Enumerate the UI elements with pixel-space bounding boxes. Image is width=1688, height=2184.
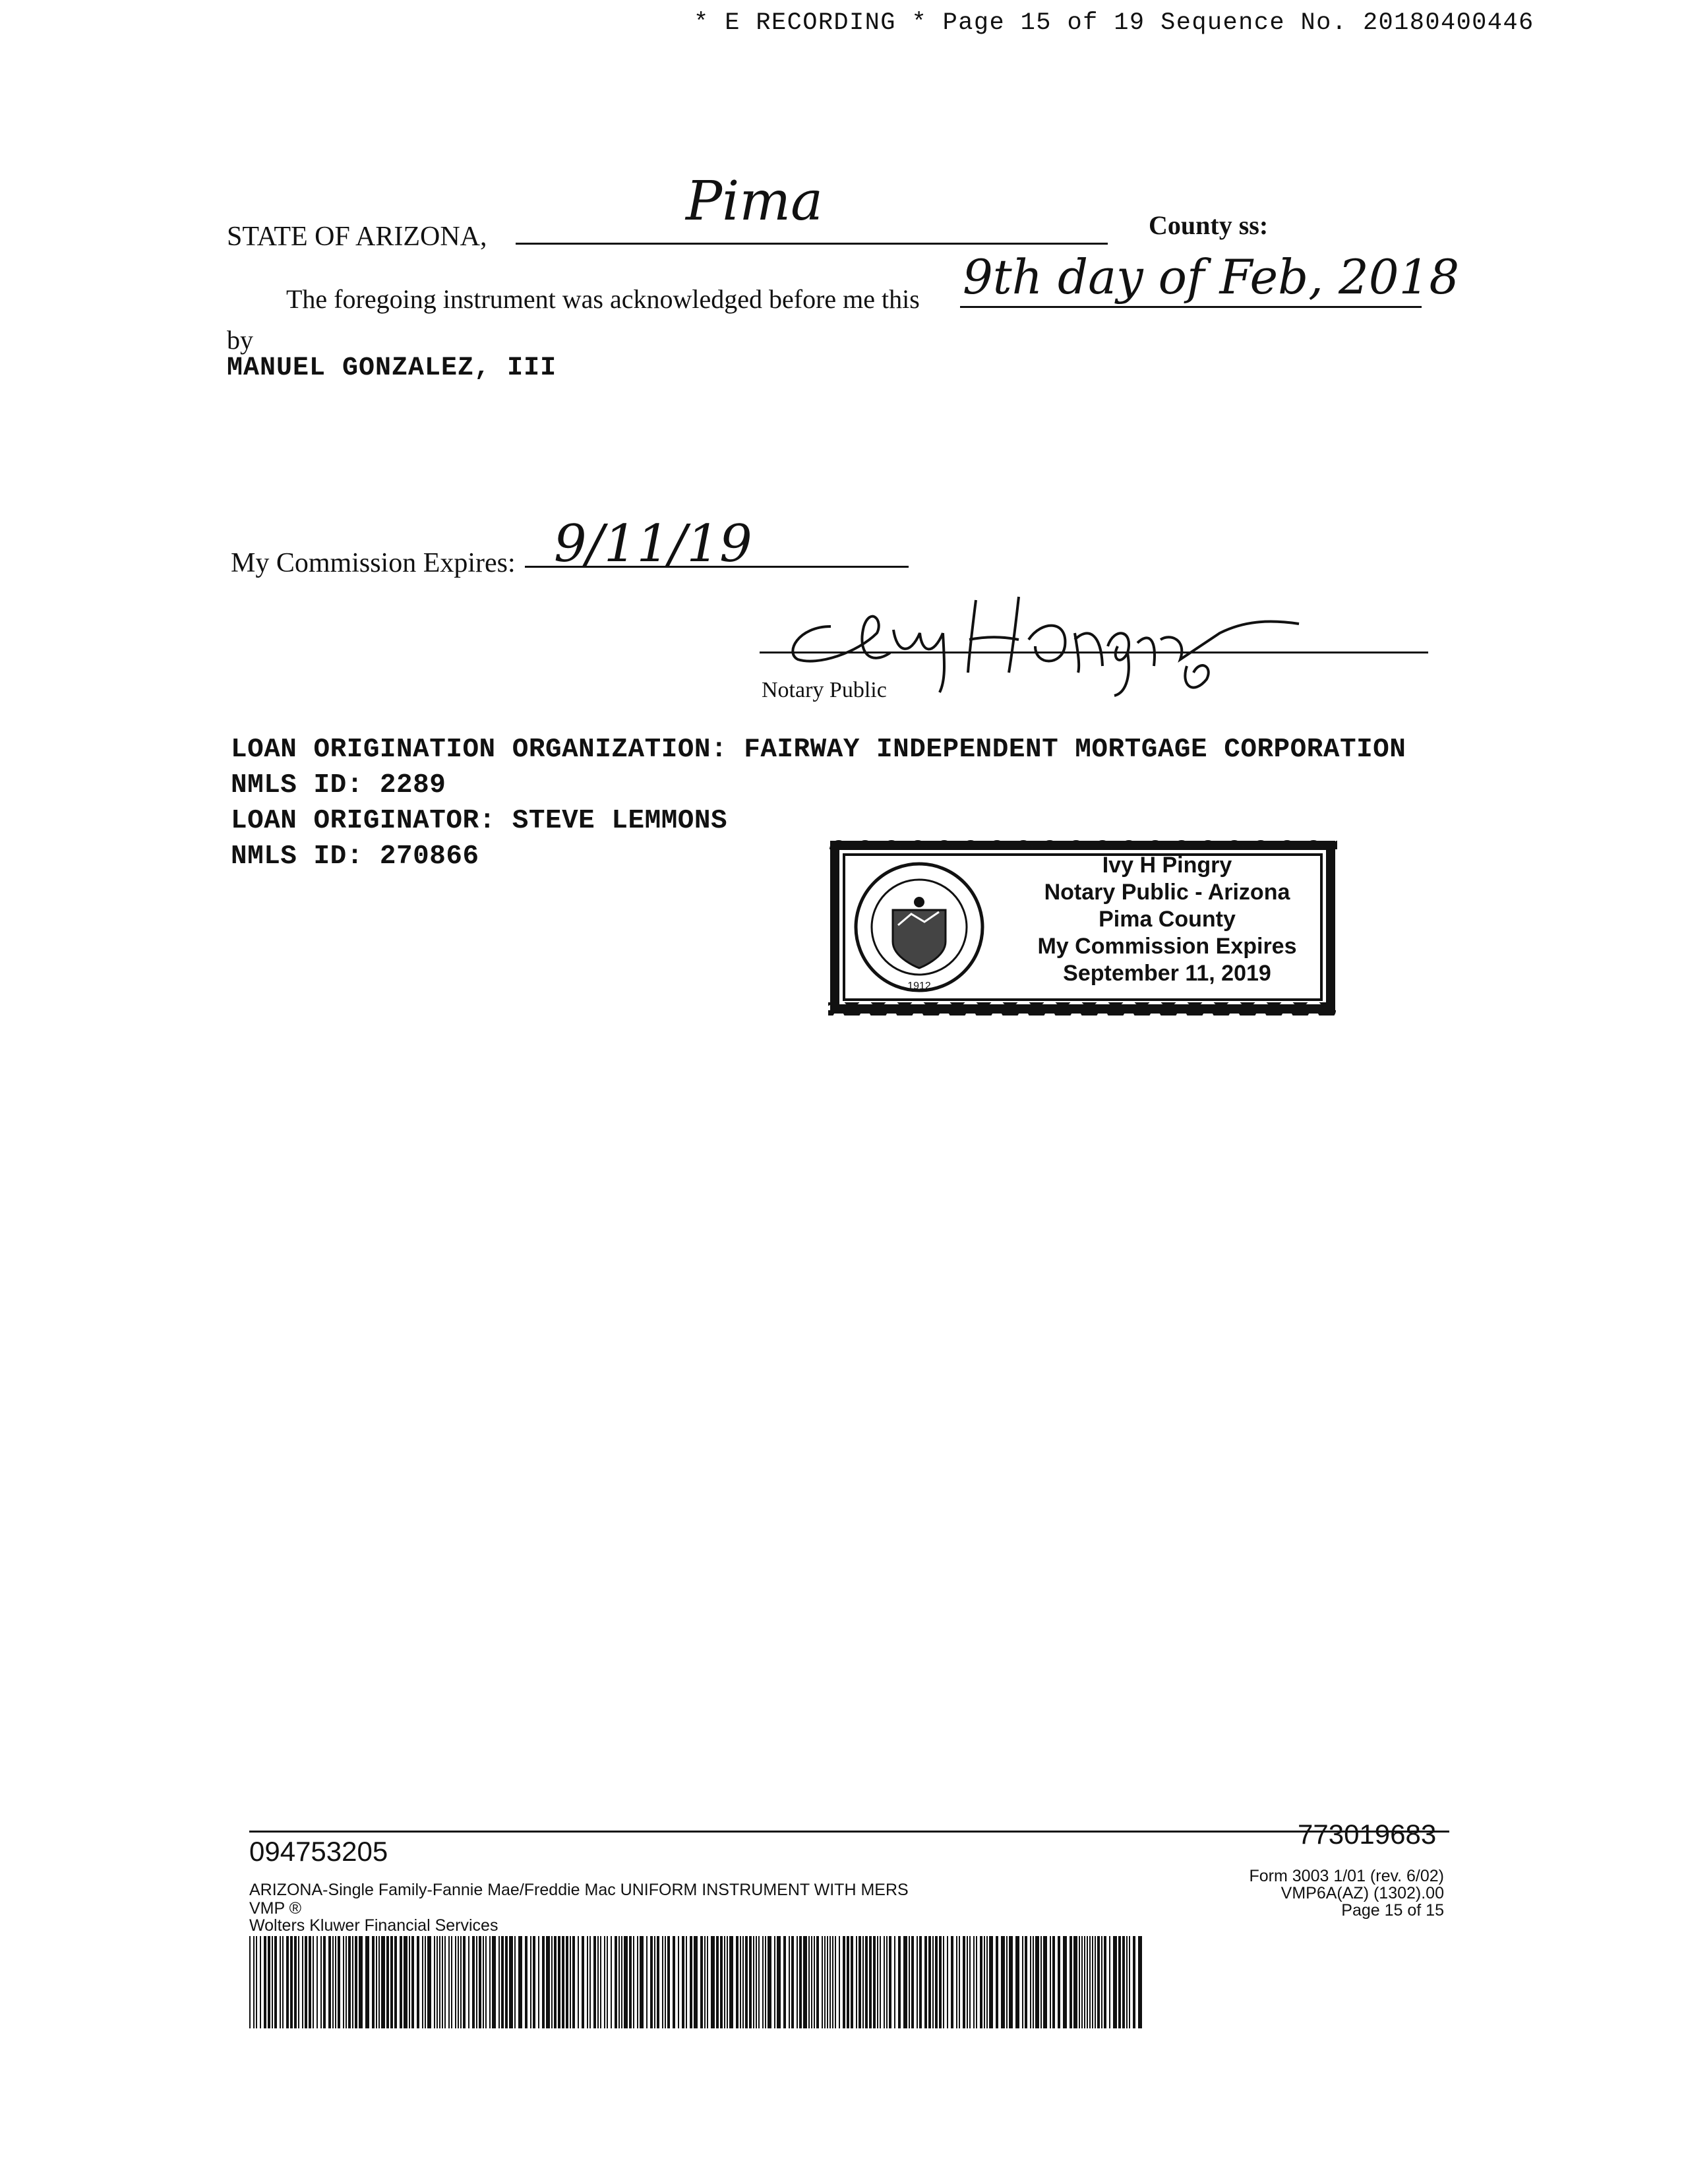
- barcode-bar: [509, 1936, 513, 2028]
- barcode-bar: [777, 1936, 781, 2028]
- barcode-bar: [898, 1936, 901, 2028]
- barcode-bar: [417, 1936, 419, 2028]
- barcode-bar: [678, 1936, 679, 2028]
- barcode-bar: [673, 1936, 675, 2028]
- barcode-bar: [1030, 1936, 1031, 2028]
- form-info: [1180, 1867, 1444, 1919]
- barcode-bar: [282, 1936, 284, 2028]
- barcode-bar: [309, 1936, 311, 2028]
- barcode-bar: [1101, 1936, 1102, 2028]
- barcode-bar: [665, 1936, 666, 2028]
- barcode-bar: [808, 1936, 810, 2028]
- barcode-bar: [400, 1936, 402, 2028]
- barcode-bar: [1109, 1936, 1110, 2028]
- barcode-bar: [485, 1936, 487, 2028]
- barcode-bar: [1033, 1936, 1034, 2028]
- barcode-bar: [924, 1936, 927, 2028]
- barcode-bar: [530, 1936, 531, 2028]
- barcode-bar: [765, 1936, 766, 2028]
- county-blank-line: [516, 243, 1108, 245]
- barcode-bar: [951, 1936, 953, 2028]
- barcode-bar: [316, 1936, 318, 2028]
- barcode-bar: [745, 1936, 748, 2028]
- barcode-bar: [686, 1936, 687, 2028]
- barcode: [249, 1936, 1146, 2028]
- barcode-bar: [704, 1936, 706, 2028]
- barcode-bar: [707, 1936, 708, 2028]
- barcode-bar: [633, 1936, 634, 2028]
- recording-header: * E RECORDING * Page 15 of 19 Sequence No. 20180400446: [694, 9, 1534, 37]
- barcode-bar: [338, 1936, 340, 2028]
- barcode-bar: [774, 1936, 775, 2028]
- barcode-bar: [1022, 1936, 1023, 2028]
- barcode-bar: [566, 1936, 568, 2028]
- barcode-bar: [489, 1936, 491, 2028]
- barcode-bar: [762, 1936, 764, 2028]
- barcode-bar: [869, 1936, 872, 2028]
- barcode-bar: [768, 1936, 771, 2028]
- form-page: Page 15 of 15: [1341, 1901, 1444, 1920]
- barcode-bar: [346, 1936, 347, 2028]
- barcode-bar: [572, 1936, 575, 2028]
- barcode-bar: [1006, 1936, 1008, 2028]
- barcode-bar: [729, 1936, 733, 2028]
- barcode-bar: [1122, 1936, 1125, 2028]
- barcode-bar: [657, 1936, 659, 2028]
- barcode-bar: [294, 1936, 297, 2028]
- borrower-name: MANUEL GONZALEZ, III: [227, 353, 557, 383]
- barcode-bar: [624, 1936, 628, 2028]
- barcode-bar: [967, 1936, 968, 2028]
- barcode-bar: [716, 1936, 719, 2028]
- barcode-bar: [1035, 1936, 1039, 2028]
- barcode-bar: [1058, 1936, 1060, 2028]
- barcode-bar: [253, 1936, 255, 2028]
- barcode-bar: [458, 1936, 459, 2028]
- barcode-bar: [1063, 1936, 1067, 2028]
- barcode-bar: [305, 1936, 307, 2028]
- commission-date-handwritten: 9/11/19: [554, 514, 752, 574]
- barcode-bar: [797, 1936, 798, 2028]
- stamp-commission-date: September 11, 2019: [1063, 961, 1271, 986]
- barcode-bar: [1129, 1936, 1130, 2028]
- barcode-bar: [894, 1936, 895, 2028]
- barcode-bar: [551, 1936, 553, 2028]
- notary-public-label: Notary Public: [762, 678, 887, 702]
- barcode-bar: [264, 1936, 266, 2028]
- barcode-bar: [1052, 1936, 1055, 2028]
- barcode-bar: [437, 1936, 438, 2028]
- barcode-bar: [986, 1936, 988, 2028]
- barcode-bar: [260, 1936, 261, 2028]
- barcode-bar: [943, 1936, 944, 2028]
- barcode-bar: [570, 1936, 571, 2028]
- barcode-bar: [455, 1936, 456, 2028]
- organization-nmls-id: NMLS ID: 2289: [231, 770, 446, 801]
- barcode-bar: [476, 1936, 477, 2028]
- barcode-bar: [320, 1936, 322, 2028]
- barcode-bar: [604, 1936, 605, 2028]
- barcode-bar: [578, 1936, 579, 2028]
- barcode-bar: [597, 1936, 599, 2028]
- barcode-bar: [859, 1936, 861, 2028]
- barcode-bar: [791, 1936, 794, 2028]
- barcode-bar: [378, 1936, 380, 2028]
- barcode-bar: [753, 1936, 754, 2028]
- barcode-bar: [558, 1936, 560, 2028]
- barcode-bar: [917, 1936, 918, 2028]
- barcode-bar: [756, 1936, 757, 2028]
- barcode-bar: [483, 1936, 484, 2028]
- by-label: by: [227, 325, 253, 355]
- barcode-bar: [381, 1936, 385, 2028]
- barcode-bar: [587, 1936, 588, 2028]
- barcode-bar: [621, 1936, 622, 2028]
- barcode-bar: [980, 1936, 982, 2028]
- barcode-bar: [607, 1936, 608, 2028]
- svg-text:1912: 1912: [907, 981, 931, 992]
- barcode-bar: [386, 1936, 389, 2028]
- barcode-bar: [851, 1936, 853, 2028]
- barcode-bar: [847, 1936, 849, 2028]
- barcode-bar: [939, 1936, 942, 2028]
- barcode-bar: [448, 1936, 450, 2028]
- barcode-bar: [352, 1936, 353, 2028]
- barcode-bar: [824, 1936, 826, 2028]
- barcode-bar: [640, 1936, 644, 2028]
- barcode-bar: [865, 1936, 868, 2028]
- barcode-bar: [298, 1936, 299, 2028]
- barcode-bar: [984, 1936, 985, 2028]
- barcode-bar: [903, 1936, 907, 2028]
- stamp-county: Pima County: [1099, 907, 1236, 932]
- barcode-bar: [514, 1936, 516, 2028]
- barcode-bar: [839, 1936, 840, 2028]
- barcode-bar: [434, 1936, 435, 2028]
- barcode-bar: [274, 1936, 277, 2028]
- barcode-bar: [829, 1936, 831, 2028]
- stamp-notary-name: Ivy H Pingry: [1102, 853, 1232, 878]
- barcode-bar: [460, 1936, 462, 2028]
- barcode-bar: [742, 1936, 744, 2028]
- barcode-bar: [650, 1936, 653, 2028]
- barcode-bar: [538, 1936, 539, 2028]
- barcode-bar: [884, 1936, 885, 2028]
- barcode-bar: [427, 1936, 431, 2028]
- county-label: County ss:: [1149, 210, 1269, 240]
- barcode-bar: [909, 1936, 910, 2028]
- barcode-bar: [1043, 1936, 1047, 2028]
- barcode-bar: [1084, 1936, 1085, 2028]
- barcode-bar: [682, 1936, 684, 2028]
- barcode-bar: [1095, 1936, 1096, 2028]
- barcode-bar: [873, 1936, 876, 2028]
- barcode-bar: [1126, 1936, 1128, 2028]
- barcode-bar: [711, 1936, 715, 2028]
- stamp-commission-label: My Commission Expires: [1037, 934, 1297, 959]
- vmp-label: VMP ®: [249, 1899, 302, 1918]
- barcode-bar: [969, 1936, 971, 2028]
- barcode-bar: [501, 1936, 504, 2028]
- barcode-bar: [667, 1936, 670, 2028]
- barcode-bar: [799, 1936, 802, 2028]
- barcode-bar: [996, 1936, 998, 2028]
- barcode-bar: [256, 1936, 257, 2028]
- barcode-bar: [843, 1936, 845, 2028]
- barcode-bar: [589, 1936, 591, 2028]
- barcode-bar: [618, 1936, 620, 2028]
- barcode-bar: [323, 1936, 326, 2028]
- acknowledgment-date-handwritten: 9th day of Feb, 2018: [963, 249, 1460, 305]
- barcode-bar: [272, 1936, 273, 2028]
- barcode-bar: [611, 1936, 612, 2028]
- loan-number: 094753205: [249, 1836, 388, 1867]
- barcode-bar: [856, 1936, 857, 2028]
- barcode-bar: [409, 1936, 410, 2028]
- barcode-bar: [1073, 1936, 1077, 2028]
- barcode-bar: [803, 1936, 807, 2028]
- barcode-bar: [335, 1936, 336, 2028]
- barcode-bar: [390, 1936, 393, 2028]
- barcode-bar: [525, 1936, 528, 2028]
- barcode-bar: [889, 1936, 891, 2028]
- barcode-bar: [533, 1936, 535, 2028]
- loan-originator: LOAN ORIGINATOR: STEVE LEMMONS: [231, 806, 728, 836]
- barcode-bar: [518, 1936, 522, 2028]
- barcode-bar: [736, 1936, 738, 2028]
- barcode-bar: [394, 1936, 397, 2028]
- barcode-bar: [1118, 1936, 1121, 2028]
- barcode-bar: [615, 1936, 617, 2028]
- barcode-bar: [302, 1936, 303, 2028]
- barcode-bar: [1001, 1936, 1005, 2028]
- barcode-bar: [425, 1936, 426, 2028]
- form-number: Form 3003 1/01 (rev. 6/02): [1249, 1867, 1444, 1885]
- barcode-bar: [932, 1936, 934, 2028]
- barcode-bar: [439, 1936, 440, 2028]
- barcode-bar: [911, 1936, 914, 2028]
- barcode-bar: [1009, 1936, 1013, 2028]
- barcode-bar: [1025, 1936, 1027, 2028]
- barcode-bar: [505, 1936, 508, 2028]
- barcode-bar: [690, 1936, 692, 2028]
- barcode-bar: [1097, 1936, 1100, 2028]
- barcode-bar: [629, 1936, 632, 2028]
- barcode-bar: [355, 1936, 357, 2028]
- barcode-bar: [877, 1936, 878, 2028]
- barcode-bar: [1113, 1936, 1117, 2028]
- barcode-bar: [268, 1936, 270, 2028]
- barcode-bar: [749, 1936, 752, 2028]
- barcode-bar: [947, 1936, 948, 2028]
- publisher: Wolters Kluwer Financial Services: [249, 1916, 498, 1935]
- originator-nmls-id: NMLS ID: 270866: [231, 841, 479, 872]
- barcode-bar: [1070, 1936, 1072, 2028]
- barcode-bar: [546, 1936, 550, 2028]
- barcode-bar: [880, 1936, 881, 2028]
- barcode-bar: [835, 1936, 836, 2028]
- barcode-bar: [694, 1936, 698, 2028]
- barcode-bar: [286, 1936, 289, 2028]
- barcode-bar: [562, 1936, 564, 2028]
- barcode-bar: [814, 1936, 815, 2028]
- barcode-bar: [727, 1936, 728, 2028]
- barcode-bar: [1015, 1936, 1019, 2028]
- barcode-bar: [886, 1936, 888, 2028]
- barcode-bar: [593, 1936, 596, 2028]
- barcode-bar: [783, 1936, 786, 2028]
- barcode-bar: [343, 1936, 344, 2028]
- barcode-bar: [816, 1936, 819, 2028]
- barcode-bar: [1133, 1936, 1135, 2028]
- notary-stamp-text: [1009, 852, 1325, 987]
- barcode-bar: [832, 1936, 833, 2028]
- county-handwritten: Pima: [686, 170, 824, 233]
- barcode-bar: [554, 1936, 557, 2028]
- barcode-bar: [280, 1936, 281, 2028]
- barcode-bar: [1081, 1936, 1083, 2028]
- barcode-bar: [935, 1936, 938, 2028]
- acknowledgment-text: The foregoing instrument was acknowledged before me this: [286, 284, 920, 314]
- barcode-bar: [740, 1936, 741, 2028]
- barcode-bar: [928, 1936, 931, 2028]
- arizona-seal-icon: [856, 864, 982, 992]
- barcode-bar: [720, 1936, 723, 2028]
- stamp-notary-title: Notary Public - Arizona: [1044, 880, 1290, 905]
- barcode-bar: [637, 1936, 638, 2028]
- barcode-bar: [472, 1936, 475, 2028]
- barcode-bar: [404, 1936, 407, 2028]
- barcode-bar: [700, 1936, 703, 2028]
- barcode-bar: [956, 1936, 957, 2028]
- barcode-bar: [442, 1936, 443, 2028]
- barcode-bar: [451, 1936, 452, 2028]
- barcode-bar: [498, 1936, 500, 2028]
- barcode-bar: [827, 1936, 828, 2028]
- barcode-bar: [976, 1936, 977, 2028]
- barcode-bar: [919, 1936, 922, 2028]
- barcode-bar: [1138, 1936, 1142, 2028]
- barcode-bar: [758, 1936, 760, 2028]
- barcode-bar: [959, 1936, 960, 2028]
- barcode-bar: [249, 1936, 251, 2028]
- barcode-bar: [724, 1936, 725, 2028]
- barcode-bar: [365, 1936, 369, 2028]
- barcode-bar: [479, 1936, 481, 2028]
- barcode-bar: [359, 1936, 363, 2028]
- barcode-bar: [463, 1936, 466, 2028]
- footer-rule: [249, 1831, 1449, 1833]
- case-number: 773019683: [1298, 1819, 1437, 1850]
- barcode-bar: [290, 1936, 293, 2028]
- barcode-bar: [332, 1936, 334, 2028]
- barcode-bar: [1040, 1936, 1042, 2028]
- barcode-bar: [328, 1936, 331, 2028]
- barcode-bar: [468, 1936, 469, 2028]
- form-title: ARIZONA-Single Family-Fannie Mae/Freddie Mac UNIFORM INSTRUMENT WITH MERS: [249, 1881, 909, 1899]
- barcode-bar: [1104, 1936, 1106, 2028]
- barcode-bar: [654, 1936, 655, 2028]
- barcode-bar: [963, 1936, 965, 2028]
- barcode-bar: [973, 1936, 975, 2028]
- barcode-bar: [989, 1936, 993, 2028]
- barcode-bar: [662, 1936, 663, 2028]
- barcode-bar: [1089, 1936, 1091, 2028]
- barcode-bar: [646, 1936, 648, 2028]
- date-blank-line: [960, 306, 1422, 308]
- barcode-bar: [492, 1936, 496, 2028]
- barcode-bar: [1050, 1936, 1051, 2028]
- barcode-bar: [444, 1936, 446, 2028]
- loan-origination-organization: LOAN ORIGINATION ORGANIZATION: FAIRWAY INDEPENDENT MORTGAGE CORPORATION: [231, 735, 1406, 765]
- barcode-bar: [600, 1936, 601, 2028]
- barcode-bar: [1092, 1936, 1093, 2028]
- barcode-bar: [811, 1936, 812, 2028]
- barcode-bar: [1079, 1936, 1080, 2028]
- barcode-bar: [313, 1936, 314, 2028]
- form-code: VMP6A(AZ) (1302).00: [1281, 1884, 1444, 1902]
- barcode-bar: [372, 1936, 375, 2028]
- barcode-bar: [582, 1936, 584, 2028]
- barcode-bar: [376, 1936, 377, 2028]
- barcode-bar: [822, 1936, 823, 2028]
- barcode-bar: [422, 1936, 423, 2028]
- commission-label: My Commission Expires:: [231, 548, 516, 578]
- barcode-bar: [348, 1936, 351, 2028]
- barcode-bar: [789, 1936, 790, 2028]
- state-label: STATE OF ARIZONA,: [227, 222, 487, 252]
- barcode-bar: [411, 1936, 414, 2028]
- barcode-bar: [862, 1936, 864, 2028]
- barcode-bar: [542, 1936, 545, 2028]
- barcode-bar: [1087, 1936, 1088, 2028]
